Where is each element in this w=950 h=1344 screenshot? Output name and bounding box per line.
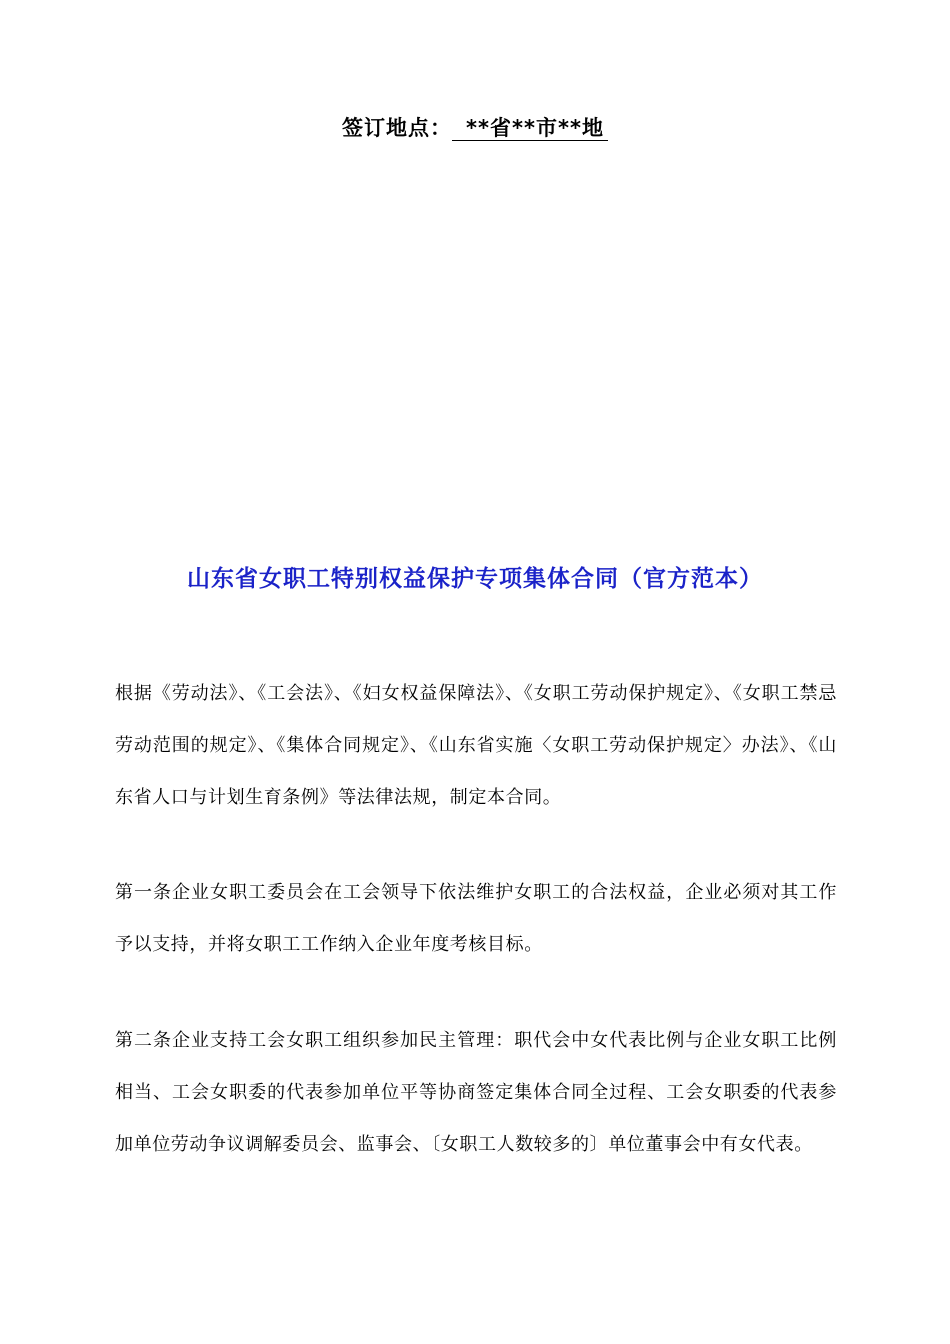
- article-1-paragraph: 第一条企业女职工委员会在工会领导下依法维护女职工的合法权益，企业必须对其工作予以支持，并将女职工工作纳入企业年度考核目标。: [115, 882, 837, 955]
- signing-place-value: **省**市**地: [452, 116, 608, 141]
- signing-place: [0, 113, 950, 143]
- article-2-paragraph: 第二条企业支持工会女职工组织参加民主管理：职代会中女代表比例与企业女职工比例相当、工会女职委的代表参加单位平等协商签定集体合同全过程、工会女职委的代表参加单位劳动争议调解委员会、监事会、〔女职工人数较多的〕单位董事会中有女代表。: [115, 1030, 837, 1155]
- signing-place-label: 签订地点：: [342, 116, 453, 140]
- preamble-paragraph: 根据《劳动法》、《工会法》、《妇女权益保障法》、《女职工劳动保护规定》、《女职工禁忌劳动范围的规定》、《集体合同规定》、《山东省实施〈女职工劳动保护规定〉办法》、《山东省人口与计划生育条例》等法律法规，制定本合同。: [115, 683, 837, 808]
- document-title: 山东省女职工特别权益保护专项集体合同（官方范本）: [187, 566, 763, 592]
